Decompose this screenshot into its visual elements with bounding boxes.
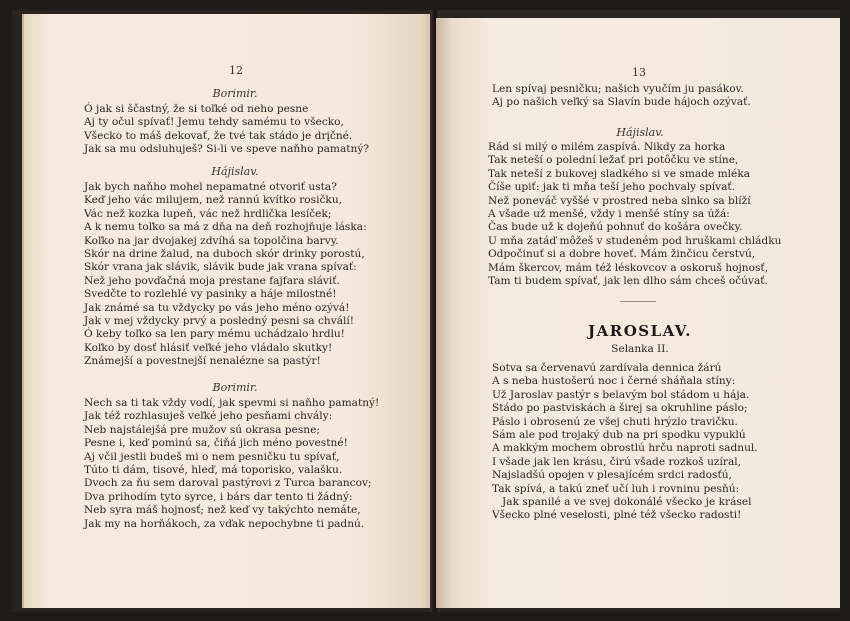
- poem-subtitle: Selanka II.: [611, 343, 669, 355]
- verse-line: Než jeho povďačná moja prestane fajfara sláviť.: [84, 274, 340, 287]
- verse-line: I všade jak len krásu, čirú všade rozkoš uzíral,: [492, 455, 742, 468]
- verse-line: Túto ti dám, tisové, hleď, má toporisko, valašku.: [84, 464, 343, 477]
- verse-line: U mňa zatáď môžeš v studeném pod hruškami chládku: [488, 234, 782, 247]
- page-number-right: 13: [632, 66, 646, 79]
- verse-block: [84, 103, 369, 157]
- verse-line: Tak neteší o polední ležať pri potôčku ve stíne,: [488, 154, 739, 167]
- verse-line: Koľko by dosť hlásiť veľké jeho vládalo skutky!: [84, 341, 333, 354]
- verse-line: Vác než kozka lupeň, vác než hrdlička lesíček;: [84, 207, 332, 220]
- verse-line: A všade už menšé, vždy i menšé stíny sa úžá:: [488, 208, 730, 221]
- verse-line: Jak sa mu odsluhuješ? Si-li ve speve naňho pamatný?: [84, 143, 370, 156]
- speaker-heading: Hájislav.: [616, 126, 664, 139]
- verse-line: Ó keby toľko sa len pary mému uchádzalo hrdlu!: [84, 328, 345, 341]
- verse-line: Aj včil jestli budeš mi o nem pesničku tu spívať,: [84, 450, 340, 463]
- verse-line: Sám ale pod trojaký dub na pri spodku vypuklú: [492, 429, 746, 442]
- verse-line: Neb najstálejšá pre mužov sú okrasa pesne;: [84, 423, 320, 436]
- verse-line: Dvoch za ňu sem daroval pastýrovi z Turca barancov;: [84, 477, 372, 490]
- verse-line: Odpočinuť si a dobre hoveť. Mám žinčicu čerstvú,: [488, 248, 756, 261]
- verse-line: Aj po našich veľký sa Slavín bude hájoch ozývať.: [492, 96, 751, 109]
- verse-line: Tak neteší z bukovej sladkého si ve smade mléka: [488, 167, 751, 180]
- verse-line: Rád si milý o milém zaspívá. Nikdy za horka: [488, 141, 726, 153]
- verse-block: [492, 362, 758, 523]
- divider-rule: [620, 301, 656, 302]
- verse-line: Čas bude už k dojeňú pohnuť do košára ovečky.: [488, 221, 743, 234]
- verse-line: Známejší a povestnejší nenalézne sa pastýr!: [84, 355, 321, 368]
- verse-line: Ó jak si ščastný, že si toľké od neho pesne: [84, 103, 309, 115]
- verse-line: Sotva sa červenavú zardívala dennica žárú: [492, 362, 722, 374]
- page-number-left: 12: [229, 64, 243, 77]
- verse-block: [488, 141, 781, 288]
- verse-line: Aj ty očul spívať! Jemu tehdy samému to všecko,: [84, 116, 344, 129]
- verse-block: [84, 397, 379, 531]
- verse-line: Páslo i obrosenú ze všej chuti hrýzlo travičku.: [492, 415, 738, 428]
- verse-line: Mám škercov, mám též léskovcov a oskoruš hojnosť,: [488, 261, 769, 274]
- speaker-heading: Hájislav.: [211, 165, 259, 178]
- verse-line: A makkým mochem obrostlú hrču naproti sadnul.: [492, 442, 758, 455]
- verse-line: Svedčte to rozlehlé vy pasinky a háje milostné!: [84, 288, 337, 301]
- speaker-heading: Borimir.: [212, 87, 258, 100]
- verse-line: Všecko to máš dekovať, že tvé tak stádo je drįčné.: [84, 129, 353, 142]
- verse-line: Nech sa ti tak vždy vodí, jak spevmi si naňho pamatný!: [84, 397, 380, 409]
- verse-line: Číše upiť: jak ti mňa teší jeho pochvaly spívať.: [488, 181, 736, 194]
- verse-line: Najsladšú opojen v plesajícém srdci radosťú,: [492, 469, 732, 482]
- verse-line: Než poneváč vyššé v prostred neba slnko sa blíží: [488, 194, 751, 207]
- verse-line: Koľko na jar dvojakej zdvíhá sa topolčina barvy.: [84, 234, 339, 247]
- verse-line: Jak spanilé a ve svej dokonálé všecko je krásel: [502, 496, 752, 509]
- verse-line: Pesne i, keď pominú sa, čiňá jich méno povestné!: [84, 437, 348, 450]
- verse-line: Stádo po pastviskách a širej sa okruhline páslo;: [492, 402, 748, 415]
- verse-block: [84, 181, 367, 369]
- verse-line: Keď jeho vác milujem, než rannú kvítko rosičku,: [84, 194, 343, 207]
- verse-line: Neb syra máš hojnosť; než keď vy takýchto nemáte,: [84, 504, 361, 517]
- verse-line: Tak spívá, a takú zneť učí luh i rovninu pesňú:: [492, 482, 740, 495]
- verse-line: Len spívaj pesničku; našich vyučím ju pasákov.: [492, 83, 744, 95]
- verse-line: Všecko plné veselosti, plné též všecko radosti!: [492, 509, 742, 522]
- verse-line: A s neba hustošerú noc i černé sháňala stíny:: [492, 375, 736, 388]
- verse-line: Jak též rozhlasuješ veľké jeho pesňami chvály:: [84, 410, 333, 423]
- verse-line: Tam ti budem spívať, jak len dlho sám chceš očúvať.: [488, 275, 768, 288]
- speaker-heading: Borimir.: [212, 381, 258, 394]
- verse-line: Skór na drine žalud, na duboch skór drinky porostú,: [84, 248, 365, 261]
- verse-line: Jak my na horňákoch, za vďak nepochybne ti padnú.: [84, 517, 365, 530]
- verse-line: Dva prihodím tyto syrce, i bárs dar tento ti žádný:: [84, 490, 353, 503]
- verse-line: Jak v mej vždycky prvý a posledný pesni sa chválí!: [84, 315, 355, 328]
- verse-line: Už Jaroslav pastýr s belavým bol stádom u hája.: [492, 388, 750, 401]
- verse-line: Jak bych naňho mohel nepamatné otvoriť usta?: [84, 181, 337, 193]
- verse-block: [492, 83, 751, 110]
- verse-line: Skór vrana jak slávik, slávik bude jak vrana spívať:: [84, 261, 357, 274]
- poem-title: JAROSLAV.: [588, 322, 692, 340]
- verse-line: Jak známé sa tu vždycky po vás jeho méno ozývá!: [84, 301, 350, 314]
- verse-line: A k nemu toľko sa má z dňa na deň rozhojňuje láska:: [84, 221, 367, 234]
